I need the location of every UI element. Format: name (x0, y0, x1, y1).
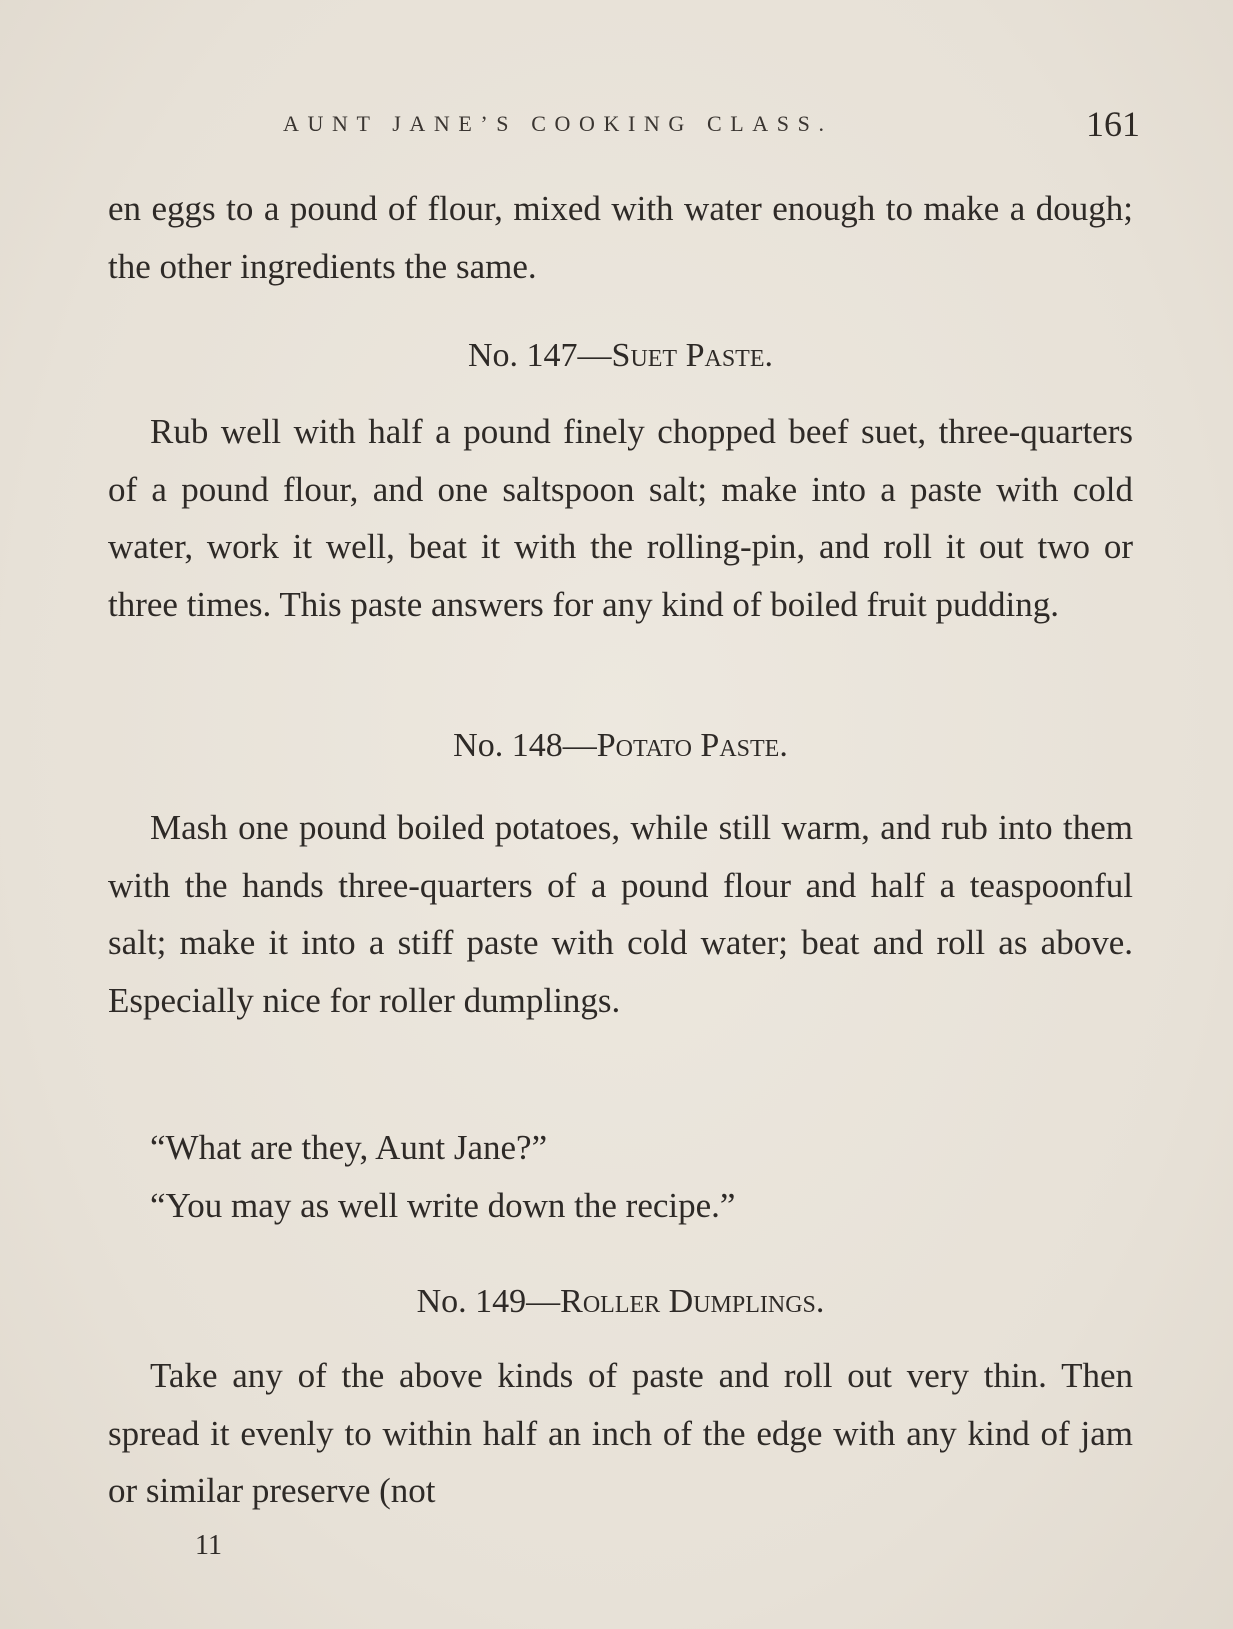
recipe-paragraph-147: Rub well with half a pound finely chopped beef suet, three-quarters of a pound flour, and one saltspoon salt; make into a paste with cold water, work it well, beat it with the rolling-pin, and roll it out two or three times. This paste answers for any kind of boiled fruit pudding. (108, 412, 1133, 624)
recipe-title-149: Roller Dumplings. (560, 1283, 825, 1320)
recipe-number-147: No. 147— (467, 337, 612, 374)
recipe-heading-147 (108, 337, 1133, 375)
recipe-title-148: Potato Paste. (596, 727, 788, 764)
intro-paragraph: en eggs to a pound of flour, mixed with water enough to make a dough; the other ingredients the same. (108, 189, 1133, 286)
recipe-paragraph-149: Take any of the above kinds of paste and roll out very thin. Then spread it evenly to within half an inch of the edge with any kind of jam or similar preserve (not (108, 1356, 1133, 1510)
dialogue-line-1: “What are they, Aunt Jane?” (150, 1128, 548, 1167)
recipe-number-148: No. 148— (453, 727, 597, 764)
dialogue-line-2: “You may as well write down the recipe.” (150, 1186, 736, 1225)
running-head (110, 103, 1140, 143)
recipe-paragraph-148: Mash one pound boiled potatoes, while still warm, and rub into them with the hands three-quarters of a pound flour and half a teaspoonful salt; make it into a stiff paste with cold water; beat and roll as above. Especially nice for roller dumplings. (108, 808, 1133, 1020)
recipe-heading-148 (108, 727, 1133, 765)
page-number: 161 (1086, 104, 1140, 144)
recipe-number-149: No. 149— (416, 1283, 561, 1320)
running-title: AUNT JANE’S COOKING CLASS. (283, 111, 833, 136)
recipe-heading-149 (108, 1283, 1133, 1321)
recipe-title-147: Suet Paste. (611, 337, 774, 374)
signature-mark: 11 (195, 1530, 222, 1561)
